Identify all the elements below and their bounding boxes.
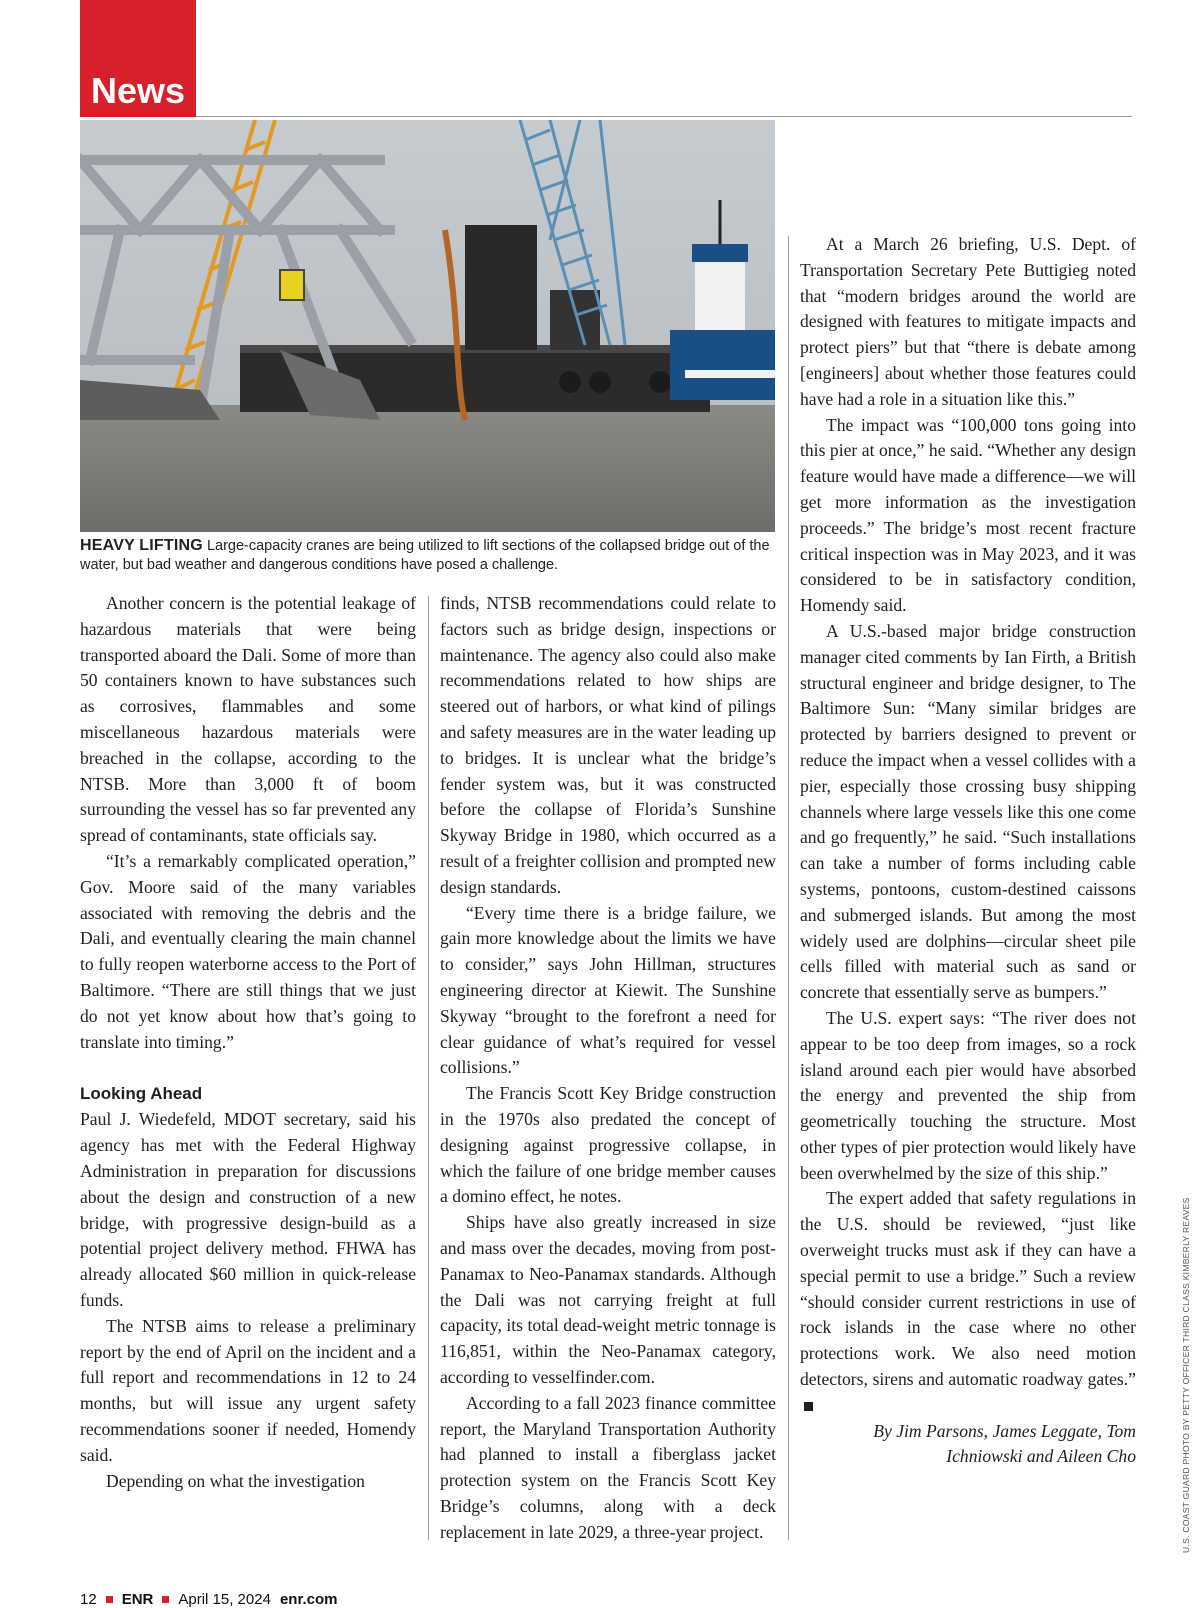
- caption-lead: HEAVY LIFTING: [80, 537, 203, 554]
- end-mark-icon: [804, 1402, 813, 1411]
- paragraph: Another concern is the potential leakage of hazardous materials that were being transported aboard the Dali. Some of more than 50 containers known to have substances such as corrosives, flammables and some miscellaneous hazardous materials were breached in the collapse, according to the NTSB. More than 3,000 ft of boom surrounding the vessel has so far prevented any spread of contaminants, state officials say.: [80, 593, 416, 846]
- paragraph: The impact was “100,000 tons going into this pier at once,” he said. “Whether any design feature would have made a difference—we will get more information as the investigation proceeds.” The bridge’s most recent fracture critical inspection was in May 2023, and it was considered to be in satisfactory condition, Homendy said.: [800, 414, 1136, 616]
- article-column-3: [800, 232, 1136, 1470]
- website-link[interactable]: enr.com: [279, 1591, 338, 1608]
- magazine-name: ENR: [121, 1591, 154, 1608]
- section-label: News: [90, 70, 186, 111]
- paragraph: “Every time there is a bridge failure, we gain more knowledge about the limits we have to consider,” says John Hillman, structures engineering director at Kiewit. The Sunshine Skyway “brought to the forefront a need for clear guidance of what’s required for vessel collisions.”: [440, 902, 776, 1078]
- paragraph: Depending on what the investigation: [106, 1470, 365, 1491]
- paragraph: The NTSB aims to release a preliminary report by the end of April on the incident and a full report and recommendations in 12 to 24 months, but will issue any urgent safety recommendations sooner if needed, Homendy said.: [80, 1315, 416, 1465]
- section-tab: [80, 0, 196, 117]
- paragraph: According to a fall 2023 finance committee report, the Maryland Transportation Authority had planned to install a fiberglass jacket protection system on the Francis Scott Key Bridge’s columns, along with a deck replacement in late 2029, a three-year project.: [440, 1392, 776, 1542]
- paragraph: finds, NTSB recommendations could relate to factors such as bridge design, inspections or maintenance. The agency also could also make recommendations related to how ships are steered out of harbors, or what kind of pilings and safety measures are in the water leading up to bridges. It is unclear what the bridge’s fender system was, but it was constructed before the collapse of Florida’s Sunshine Skyway Bridge in 1980, which occurred as a result of a freighter collision and prompted new design standards.: [440, 593, 776, 897]
- issue-date: April 15, 2024: [178, 1591, 271, 1608]
- paragraph: Ships have also greatly increased in size and mass over the decades, moving from post-Panamax to Neo-Panamax standards. Although the Dali was not carrying freight at full capacity, its total dead-weight metric tonnage is 116,851, within the Neo-Panamax category, according to vesselfinder.com.: [440, 1212, 776, 1387]
- photo-caption: [80, 536, 770, 575]
- paragraph: The Francis Scott Key Bridge construction in the 1970s also predated the concept of designing against progressive collapse, in which the failure of one bridge member causes a domino effect, he notes.: [440, 1083, 776, 1207]
- caption-text: Large-capacity cranes are being utilized to lift sections of the collapsed bridge out of the water, but bad weather and dangerous conditions have posed a challenge.: [80, 538, 770, 573]
- paragraph: At a March 26 briefing, U.S. Dept. of Transportation Secretary Pete Buttigieg noted that “modern bridges around the world are designed with features to mitigate impacts and protect piers” but that “there is debate among [engineers] about whether those features could have had a role in a situation like this.”: [800, 234, 1136, 409]
- subheading: Looking Ahead: [80, 1084, 203, 1104]
- top-rule: [196, 116, 1132, 117]
- photo-credit: U.S. COAST GUARD PHOTO BY PETTY OFFICER THIRD CLASS KIMBERLY REAVES: [1181, 1197, 1191, 1553]
- paragraph-text: The expert added that safety regulations in the U.S. should be reviewed, “just like overweight trucks must ask if they can have a special permit to use a bridge.” Such a review “should consider current restrictions in use of rock islands in the case where no other protections work. We also need motion detectors, sirens and automatic roadway gates.”: [800, 1188, 1136, 1390]
- article-column-2: [440, 591, 776, 1545]
- paragraph: The U.S. expert says: “The river does not appear to be too deep from images, so a rock island around each pier would have absorbed the energy and prevented the ship from geometrically touching the structure. Most other types of pier protection would likely have been overwhelmed by the size of this ship.”: [800, 1007, 1136, 1183]
- page-number: 12: [80, 1591, 97, 1608]
- paragraph: [800, 1186, 1136, 1418]
- column-divider: [428, 596, 429, 1540]
- article-column-1: [80, 591, 416, 1494]
- paragraph: “It’s a remarkably complicated operation,” Gov. Moore said of the many variables associated with removing the debris and the Dali, and eventually clearing the main channel to fully reopen waterborne access to the Port of Baltimore. “There are still things that we just do not yet know about how that’s going to translate into timing.”: [80, 850, 416, 1052]
- column-divider: [788, 236, 789, 1540]
- byline: By Jim Parsons, James Leggate, Tom Ichniowski and Aileen Cho: [873, 1420, 1136, 1467]
- bridge-crane-photo: [80, 120, 775, 532]
- paragraph: Paul J. Wiedefeld, MDOT secretary, said his agency has met with the Federal Highway Administration in preparation for discussions about the design and construction of a new bridge, with progressive design-build as a potential project delivery method. FHWA has already allocated $60 million in quick-release funds.: [80, 1109, 416, 1310]
- paragraph: A U.S.-based major bridge construction manager cited comments by Ian Firth, a British structural engineer and bridge designer, to The Baltimore Sun: “Many similar bridges are protected by barriers designed to prevent or reduce the impact when a vessel collides with a pier, especially those crossing busy shipping channels where large vessels like this one come and go frequently,” he said. “Such installations can take a number of forms including cable systems, pontoons, custom-destined caissons and submerged islands. But among the most widely used are dolphins—circular sheet pile cells filled with material such as sand or concrete that essentially serve as bumpers.”: [800, 620, 1136, 1003]
- photo-icon: [80, 120, 775, 532]
